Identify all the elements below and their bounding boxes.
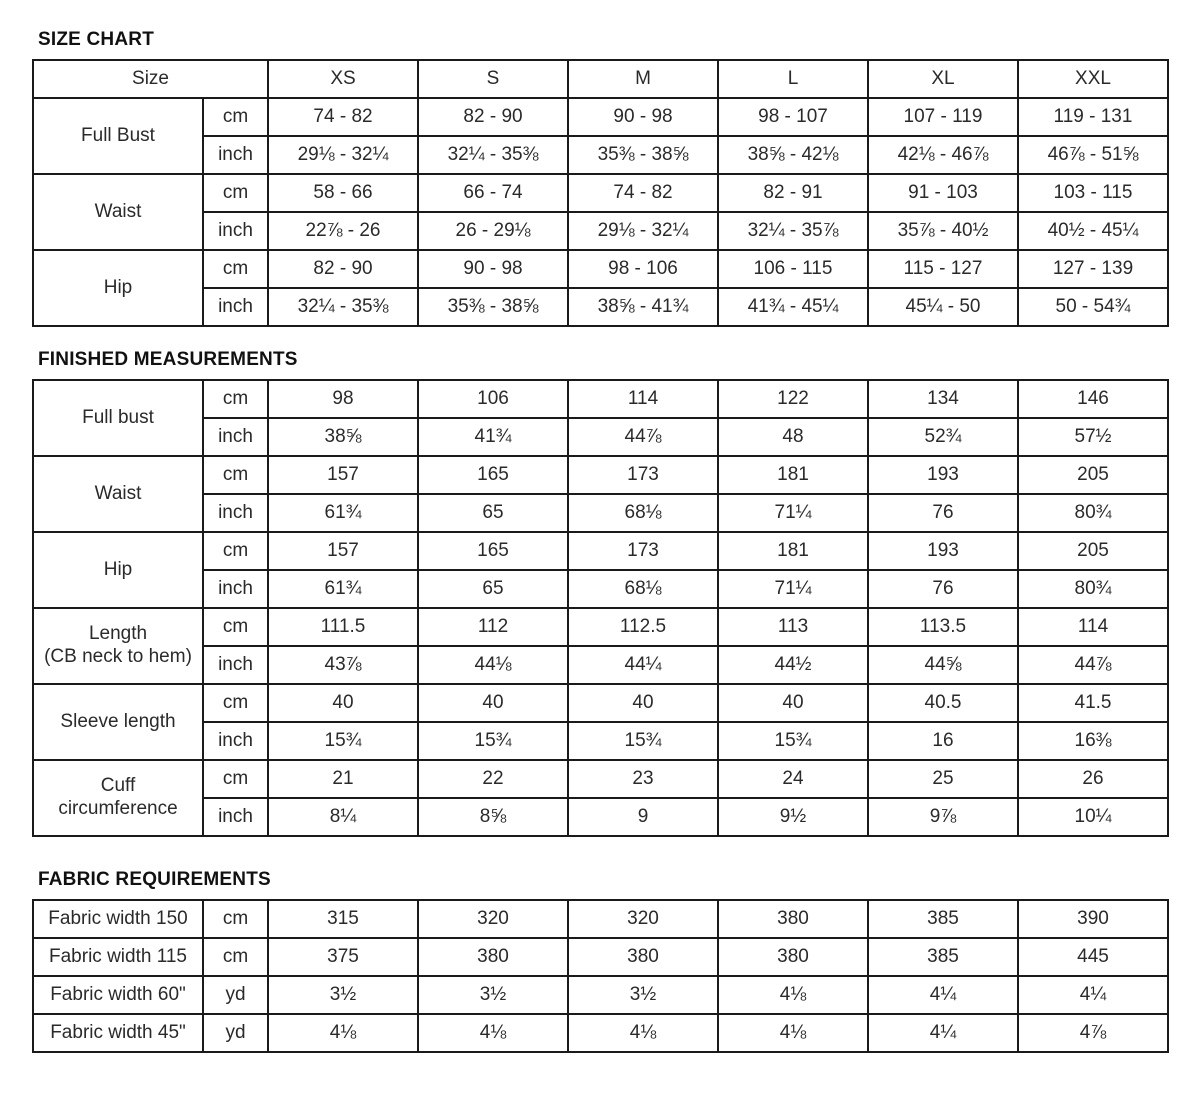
size-header: XS [268, 60, 418, 98]
value-cell: 113 [718, 608, 868, 646]
unit-cell: cm [203, 380, 268, 418]
value-cell: 40½ - 45¼ [1018, 212, 1168, 250]
value-cell: 82 - 90 [268, 250, 418, 288]
table-row [33, 684, 1168, 722]
measurement-label: Full bust [33, 380, 203, 456]
value-cell: 68⅛ [568, 570, 718, 608]
measurement-label: Waist [33, 456, 203, 532]
value-cell: 9⅞ [868, 798, 1018, 836]
value-cell: 173 [568, 456, 718, 494]
value-cell: 181 [718, 456, 868, 494]
value-cell: 205 [1018, 532, 1168, 570]
value-cell: 4¼ [1018, 976, 1168, 1014]
value-cell: 380 [718, 900, 868, 938]
value-cell: 40 [268, 684, 418, 722]
table-row [33, 722, 1168, 760]
value-cell: 48 [718, 418, 868, 456]
value-cell: 390 [1018, 900, 1168, 938]
table-row [33, 1014, 1168, 1052]
unit-cell: cm [203, 608, 268, 646]
value-cell: 4¼ [868, 1014, 1018, 1052]
value-cell: 193 [868, 532, 1018, 570]
value-cell: 8⅝ [418, 798, 568, 836]
value-cell: 35⅞ - 40½ [868, 212, 1018, 250]
value-cell: 15¾ [568, 722, 718, 760]
value-cell: 98 [268, 380, 418, 418]
value-cell: 32¼ - 35⅞ [718, 212, 868, 250]
value-cell: 193 [868, 456, 1018, 494]
unit-cell: cm [203, 900, 268, 938]
size-chart-title: SIZE CHART [38, 29, 154, 50]
value-cell: 127 - 139 [1018, 250, 1168, 288]
value-cell: 385 [868, 938, 1018, 976]
value-cell: 58 - 66 [268, 174, 418, 212]
value-cell: 57½ [1018, 418, 1168, 456]
value-cell: 44¼ [568, 646, 718, 684]
size-header: XL [868, 60, 1018, 98]
value-cell: 119 - 131 [1018, 98, 1168, 136]
value-cell: 40 [718, 684, 868, 722]
value-cell: 134 [868, 380, 1018, 418]
value-cell: 15¾ [718, 722, 868, 760]
value-cell: 45¼ - 50 [868, 288, 1018, 326]
value-cell: 320 [418, 900, 568, 938]
value-cell: 80¾ [1018, 570, 1168, 608]
fabric-label: Fabric width 60" [33, 976, 203, 1014]
value-cell: 41¾ [418, 418, 568, 456]
finished-measurements-title: FINISHED MEASUREMENTS [38, 349, 298, 370]
unit-cell: yd [203, 1014, 268, 1052]
value-cell: 22 [418, 760, 568, 798]
unit-cell: inch [203, 646, 268, 684]
value-cell: 38⅝ [268, 418, 418, 456]
value-cell: 65 [418, 494, 568, 532]
value-cell: 112.5 [568, 608, 718, 646]
unit-cell: cm [203, 250, 268, 288]
value-cell: 375 [268, 938, 418, 976]
value-cell: 4⅛ [418, 1014, 568, 1052]
unit-cell: inch [203, 418, 268, 456]
value-cell: 76 [868, 570, 1018, 608]
value-cell: 4¼ [868, 976, 1018, 1014]
value-cell: 146 [1018, 380, 1168, 418]
value-cell: 165 [418, 532, 568, 570]
value-cell: 74 - 82 [268, 98, 418, 136]
value-cell: 4⅛ [568, 1014, 718, 1052]
table-row [33, 250, 1168, 288]
size-header: XXL [1018, 60, 1168, 98]
value-cell: 29⅛ - 32¼ [268, 136, 418, 174]
unit-cell: inch [203, 722, 268, 760]
value-cell: 106 [418, 380, 568, 418]
value-cell: 4⅛ [718, 1014, 868, 1052]
value-cell: 68⅛ [568, 494, 718, 532]
value-cell: 44⅝ [868, 646, 1018, 684]
fabric-label: Fabric width 150 [33, 900, 203, 938]
table-row [33, 570, 1168, 608]
value-cell: 380 [568, 938, 718, 976]
table-row [33, 608, 1168, 646]
value-cell: 41¾ - 45¼ [718, 288, 868, 326]
table-row [33, 760, 1168, 798]
value-cell: 38⅝ - 42⅛ [718, 136, 868, 174]
unit-cell: cm [203, 938, 268, 976]
value-cell: 25 [868, 760, 1018, 798]
table-row [33, 900, 1168, 938]
value-cell: 82 - 90 [418, 98, 568, 136]
value-cell: 380 [718, 938, 868, 976]
value-cell: 52¾ [868, 418, 1018, 456]
value-cell: 380 [418, 938, 568, 976]
header-row [33, 60, 1168, 98]
table-row [33, 456, 1168, 494]
measurement-label: Length (CB neck to hem) [33, 608, 203, 684]
size-header-label: Size [33, 60, 268, 98]
table-row [33, 380, 1168, 418]
value-cell: 40 [568, 684, 718, 722]
table-row [33, 494, 1168, 532]
value-cell: 173 [568, 532, 718, 570]
value-cell: 10¼ [1018, 798, 1168, 836]
value-cell: 24 [718, 760, 868, 798]
value-cell: 445 [1018, 938, 1168, 976]
table-row [33, 288, 1168, 326]
value-cell: 113.5 [868, 608, 1018, 646]
table-row [33, 98, 1168, 136]
measurement-label: Waist [33, 174, 203, 250]
value-cell: 26 [1018, 760, 1168, 798]
value-cell: 40 [418, 684, 568, 722]
value-cell: 3½ [268, 976, 418, 1014]
value-cell: 9 [568, 798, 718, 836]
unit-cell: cm [203, 684, 268, 722]
measurement-label: Hip [33, 532, 203, 608]
value-cell: 205 [1018, 456, 1168, 494]
value-cell: 15¾ [268, 722, 418, 760]
value-cell: 50 - 54¾ [1018, 288, 1168, 326]
value-cell: 74 - 82 [568, 174, 718, 212]
value-cell: 15¾ [418, 722, 568, 760]
unit-cell: cm [203, 174, 268, 212]
unit-cell: cm [203, 456, 268, 494]
fabric-label: Fabric width 45" [33, 1014, 203, 1052]
value-cell: 61¾ [268, 494, 418, 532]
value-cell: 90 - 98 [418, 250, 568, 288]
value-cell: 41.5 [1018, 684, 1168, 722]
value-cell: 76 [868, 494, 1018, 532]
value-cell: 16⅜ [1018, 722, 1168, 760]
value-cell: 32¼ - 35⅜ [418, 136, 568, 174]
unit-cell: inch [203, 136, 268, 174]
value-cell: 114 [568, 380, 718, 418]
measurement-label: Sleeve length [33, 684, 203, 760]
value-cell: 71¼ [718, 494, 868, 532]
value-cell: 181 [718, 532, 868, 570]
value-cell: 165 [418, 456, 568, 494]
value-cell: 44⅞ [568, 418, 718, 456]
value-cell: 44½ [718, 646, 868, 684]
value-cell: 9½ [718, 798, 868, 836]
unit-cell: inch [203, 798, 268, 836]
value-cell: 26 - 29⅛ [418, 212, 568, 250]
table-row [33, 212, 1168, 250]
unit-cell: inch [203, 288, 268, 326]
table-row [33, 136, 1168, 174]
size-chart-table [32, 59, 1169, 327]
size-header: L [718, 60, 868, 98]
value-cell: 71¼ [718, 570, 868, 608]
size-header: S [418, 60, 568, 98]
value-cell: 114 [1018, 608, 1168, 646]
value-cell: 103 - 115 [1018, 174, 1168, 212]
value-cell: 8¼ [268, 798, 418, 836]
value-cell: 44⅛ [418, 646, 568, 684]
unit-cell: cm [203, 760, 268, 798]
value-cell: 82 - 91 [718, 174, 868, 212]
table-row [33, 532, 1168, 570]
unit-cell: inch [203, 494, 268, 532]
measurement-label: Cuff circumference [33, 760, 203, 836]
table-row [33, 646, 1168, 684]
value-cell: 23 [568, 760, 718, 798]
value-cell: 320 [568, 900, 718, 938]
value-cell: 3½ [418, 976, 568, 1014]
unit-cell: inch [203, 212, 268, 250]
value-cell: 112 [418, 608, 568, 646]
value-cell: 157 [268, 456, 418, 494]
value-cell: 38⅝ - 41¾ [568, 288, 718, 326]
table-row [33, 798, 1168, 836]
value-cell: 65 [418, 570, 568, 608]
value-cell: 4⅞ [1018, 1014, 1168, 1052]
unit-cell: inch [203, 570, 268, 608]
value-cell: 46⅞ - 51⅝ [1018, 136, 1168, 174]
table-row [33, 418, 1168, 456]
table-row [33, 174, 1168, 212]
value-cell: 4⅛ [268, 1014, 418, 1052]
value-cell: 40.5 [868, 684, 1018, 722]
value-cell: 90 - 98 [568, 98, 718, 136]
value-cell: 111.5 [268, 608, 418, 646]
measurement-label: Full Bust [33, 98, 203, 174]
value-cell: 98 - 107 [718, 98, 868, 136]
value-cell: 80¾ [1018, 494, 1168, 532]
value-cell: 315 [268, 900, 418, 938]
unit-cell: yd [203, 976, 268, 1014]
value-cell: 32¼ - 35⅜ [268, 288, 418, 326]
table-row [33, 976, 1168, 1014]
value-cell: 42⅛ - 46⅞ [868, 136, 1018, 174]
value-cell: 44⅞ [1018, 646, 1168, 684]
value-cell: 29⅛ - 32¼ [568, 212, 718, 250]
value-cell: 35⅜ - 38⅝ [568, 136, 718, 174]
size-header: M [568, 60, 718, 98]
value-cell: 385 [868, 900, 1018, 938]
value-cell: 107 - 119 [868, 98, 1018, 136]
value-cell: 3½ [568, 976, 718, 1014]
measurement-label: Hip [33, 250, 203, 326]
value-cell: 22⅞ - 26 [268, 212, 418, 250]
value-cell: 16 [868, 722, 1018, 760]
finished-measurements-table [32, 379, 1169, 837]
value-cell: 98 - 106 [568, 250, 718, 288]
value-cell: 157 [268, 532, 418, 570]
value-cell: 21 [268, 760, 418, 798]
value-cell: 43⅞ [268, 646, 418, 684]
value-cell: 122 [718, 380, 868, 418]
value-cell: 66 - 74 [418, 174, 568, 212]
value-cell: 61¾ [268, 570, 418, 608]
value-cell: 35⅜ - 38⅝ [418, 288, 568, 326]
fabric-requirements-table [32, 899, 1169, 1053]
value-cell: 4⅛ [718, 976, 868, 1014]
fabric-requirements-title: FABRIC REQUIREMENTS [38, 869, 271, 890]
unit-cell: cm [203, 98, 268, 136]
value-cell: 106 - 115 [718, 250, 868, 288]
unit-cell: cm [203, 532, 268, 570]
fabric-label: Fabric width 115 [33, 938, 203, 976]
value-cell: 115 - 127 [868, 250, 1018, 288]
value-cell: 91 - 103 [868, 174, 1018, 212]
table-row [33, 938, 1168, 976]
